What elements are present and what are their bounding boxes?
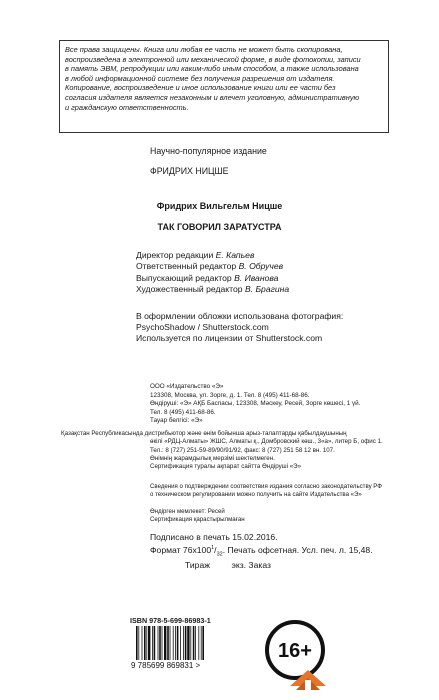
print-details xyxy=(150,532,373,571)
publisher-line: Тел. 8 (495) 411-68-86. xyxy=(150,408,216,416)
barcode-bar xyxy=(185,626,187,660)
barcode-bar xyxy=(202,626,204,660)
barcode-bar xyxy=(198,626,199,660)
photo-line: PsychoShadow / Shutterstock.com xyxy=(136,321,269,332)
barcode-bar xyxy=(138,626,139,660)
rights-line: в память ЭВМ, репродукции или каким-либо иным способом, а также использована xyxy=(65,64,359,74)
publisher-logo-icon xyxy=(288,664,328,692)
credit-line: Художественный редактор В. Брагина xyxy=(136,283,290,294)
barcode-bar xyxy=(177,626,179,660)
production-line: Өндірген мемлекет: Ресей xyxy=(150,508,225,515)
kz-line: Сертификация туралы ақпарат сайтта Өндіруші «Э» xyxy=(150,463,302,471)
barcode-bar xyxy=(180,626,181,660)
signed-line: Подписано в печать 15.02.2016. xyxy=(150,532,278,542)
publisher-line: Тауар белгісі: «Э» xyxy=(150,417,203,425)
barcode-bar xyxy=(195,626,196,660)
barcode-bar xyxy=(170,626,171,660)
barcode-bar xyxy=(154,626,156,660)
rights-line: Все права защищены. Книга или любая ее часть не может быть скопирована, xyxy=(65,45,343,54)
barcode-bar xyxy=(173,626,174,660)
barcode-bar xyxy=(136,626,138,660)
rights-line: согласия издателя является незаконным и влечет уголовную, административную xyxy=(65,92,360,102)
production-country xyxy=(150,508,245,524)
rights-notice-box xyxy=(59,40,389,133)
barcode-bar xyxy=(201,626,202,660)
barcode-bar xyxy=(162,626,163,660)
conformity-line: Сведения о подтверждении соответствия издания согласно законодательству РФ xyxy=(150,483,382,490)
barcode-bar xyxy=(164,626,166,660)
kazakhstan-distributor xyxy=(61,430,381,471)
barcode-bar xyxy=(190,626,191,660)
rights-line: и гражданскую ответственность. xyxy=(65,102,189,112)
rights-line: воспроизведена в электронной или механической форме, в виде фотокопии, записи xyxy=(65,54,361,64)
publisher-info xyxy=(150,383,360,426)
credit-line: Выпускающий редактор В. Иванова xyxy=(136,272,279,283)
publisher-line: ООО «Издательство «Э» xyxy=(150,383,224,390)
kz-line: өкілі «РДЦ-Алматы» ЖШС, Алматы қ., Домбровский көш., 3«а», литер Б, офис 1. xyxy=(150,438,383,446)
book-title: ТАК ГОВОРИЛ ЗАРАТУСТРА xyxy=(157,222,282,232)
edition-type: Научно-популярное издание xyxy=(150,146,267,156)
barcode-bar xyxy=(148,626,150,660)
rights-line: в любой информационной системе без получения разрешения от издателя. xyxy=(65,73,335,83)
format-line: Формат $76x100^1/_{32}$. Печать офсетная. Усл. печ. л. 15,48. xyxy=(150,544,373,558)
photo-line: Используется по лицензии от Shutterstock.com xyxy=(136,332,323,343)
author-caps: ФРИДРИХ НИЦШЕ xyxy=(150,166,229,176)
barcode-bar xyxy=(193,626,195,660)
barcode-bar xyxy=(146,626,147,660)
credit-line: Директор редакции Е. Капьев xyxy=(136,250,255,260)
barcode-bar xyxy=(167,626,169,660)
barcode-bar xyxy=(152,626,153,660)
photo-line: В оформлении обложки использована фотография: xyxy=(136,311,344,321)
conformity-info xyxy=(150,483,380,499)
barcode-icon xyxy=(128,625,253,670)
kz-line: Қазақстан Республикасында дистрибьютор және өнім бойынша арыз-талаптарды қабылдаушының xyxy=(61,430,347,437)
barcode-bar xyxy=(158,626,159,660)
barcode-bar xyxy=(175,626,176,660)
barcode-digits: 9 785699 869831 > xyxy=(131,661,201,670)
kz-line: Тел.: 8 (727) 251-59-89/90/91/92, факс: 8 (727) 251 58 12 вн. 107. xyxy=(150,446,335,454)
credit-line: Ответственный редактор В. Обручев xyxy=(136,261,284,272)
isbn-number: ISBN 978-5-699-86983-1 xyxy=(130,616,211,625)
barcode-bar xyxy=(144,626,146,660)
conformity-line: о техническом регулировании можно получить на сайте Издательства «Э» xyxy=(150,491,362,499)
barcode-bar xyxy=(159,626,161,660)
barcode-bar xyxy=(142,626,143,660)
author-full-name: Фридрих Вильгельм Ницше xyxy=(156,201,283,211)
publisher-line: Өндіруші: «Э» АҚБ Баспасы, 123308, Мәскеу, Ресей, Зорге көшесі, 1 үй. xyxy=(150,400,361,408)
kz-line: Өнімнің жарамдылық мерзімі шектелмеген. xyxy=(150,454,275,462)
rights-line: Копирование, воспроизведение и иное использование книги или ее части без xyxy=(65,83,336,93)
barcode-bar xyxy=(183,626,184,660)
publisher-line: 123308, Москва, ул. Зорге, д. 1. Тел. 8 (495) 411-68-86. xyxy=(150,391,310,399)
barcode-bar xyxy=(187,626,189,660)
run-line: Тираж экз. Заказ xyxy=(185,560,271,571)
editorial-credits xyxy=(136,250,289,295)
production-line: Сертификация қарастырылмаған xyxy=(150,516,245,524)
cover-photo-credit xyxy=(136,311,343,343)
age-rating-text: 16+ xyxy=(278,640,312,662)
